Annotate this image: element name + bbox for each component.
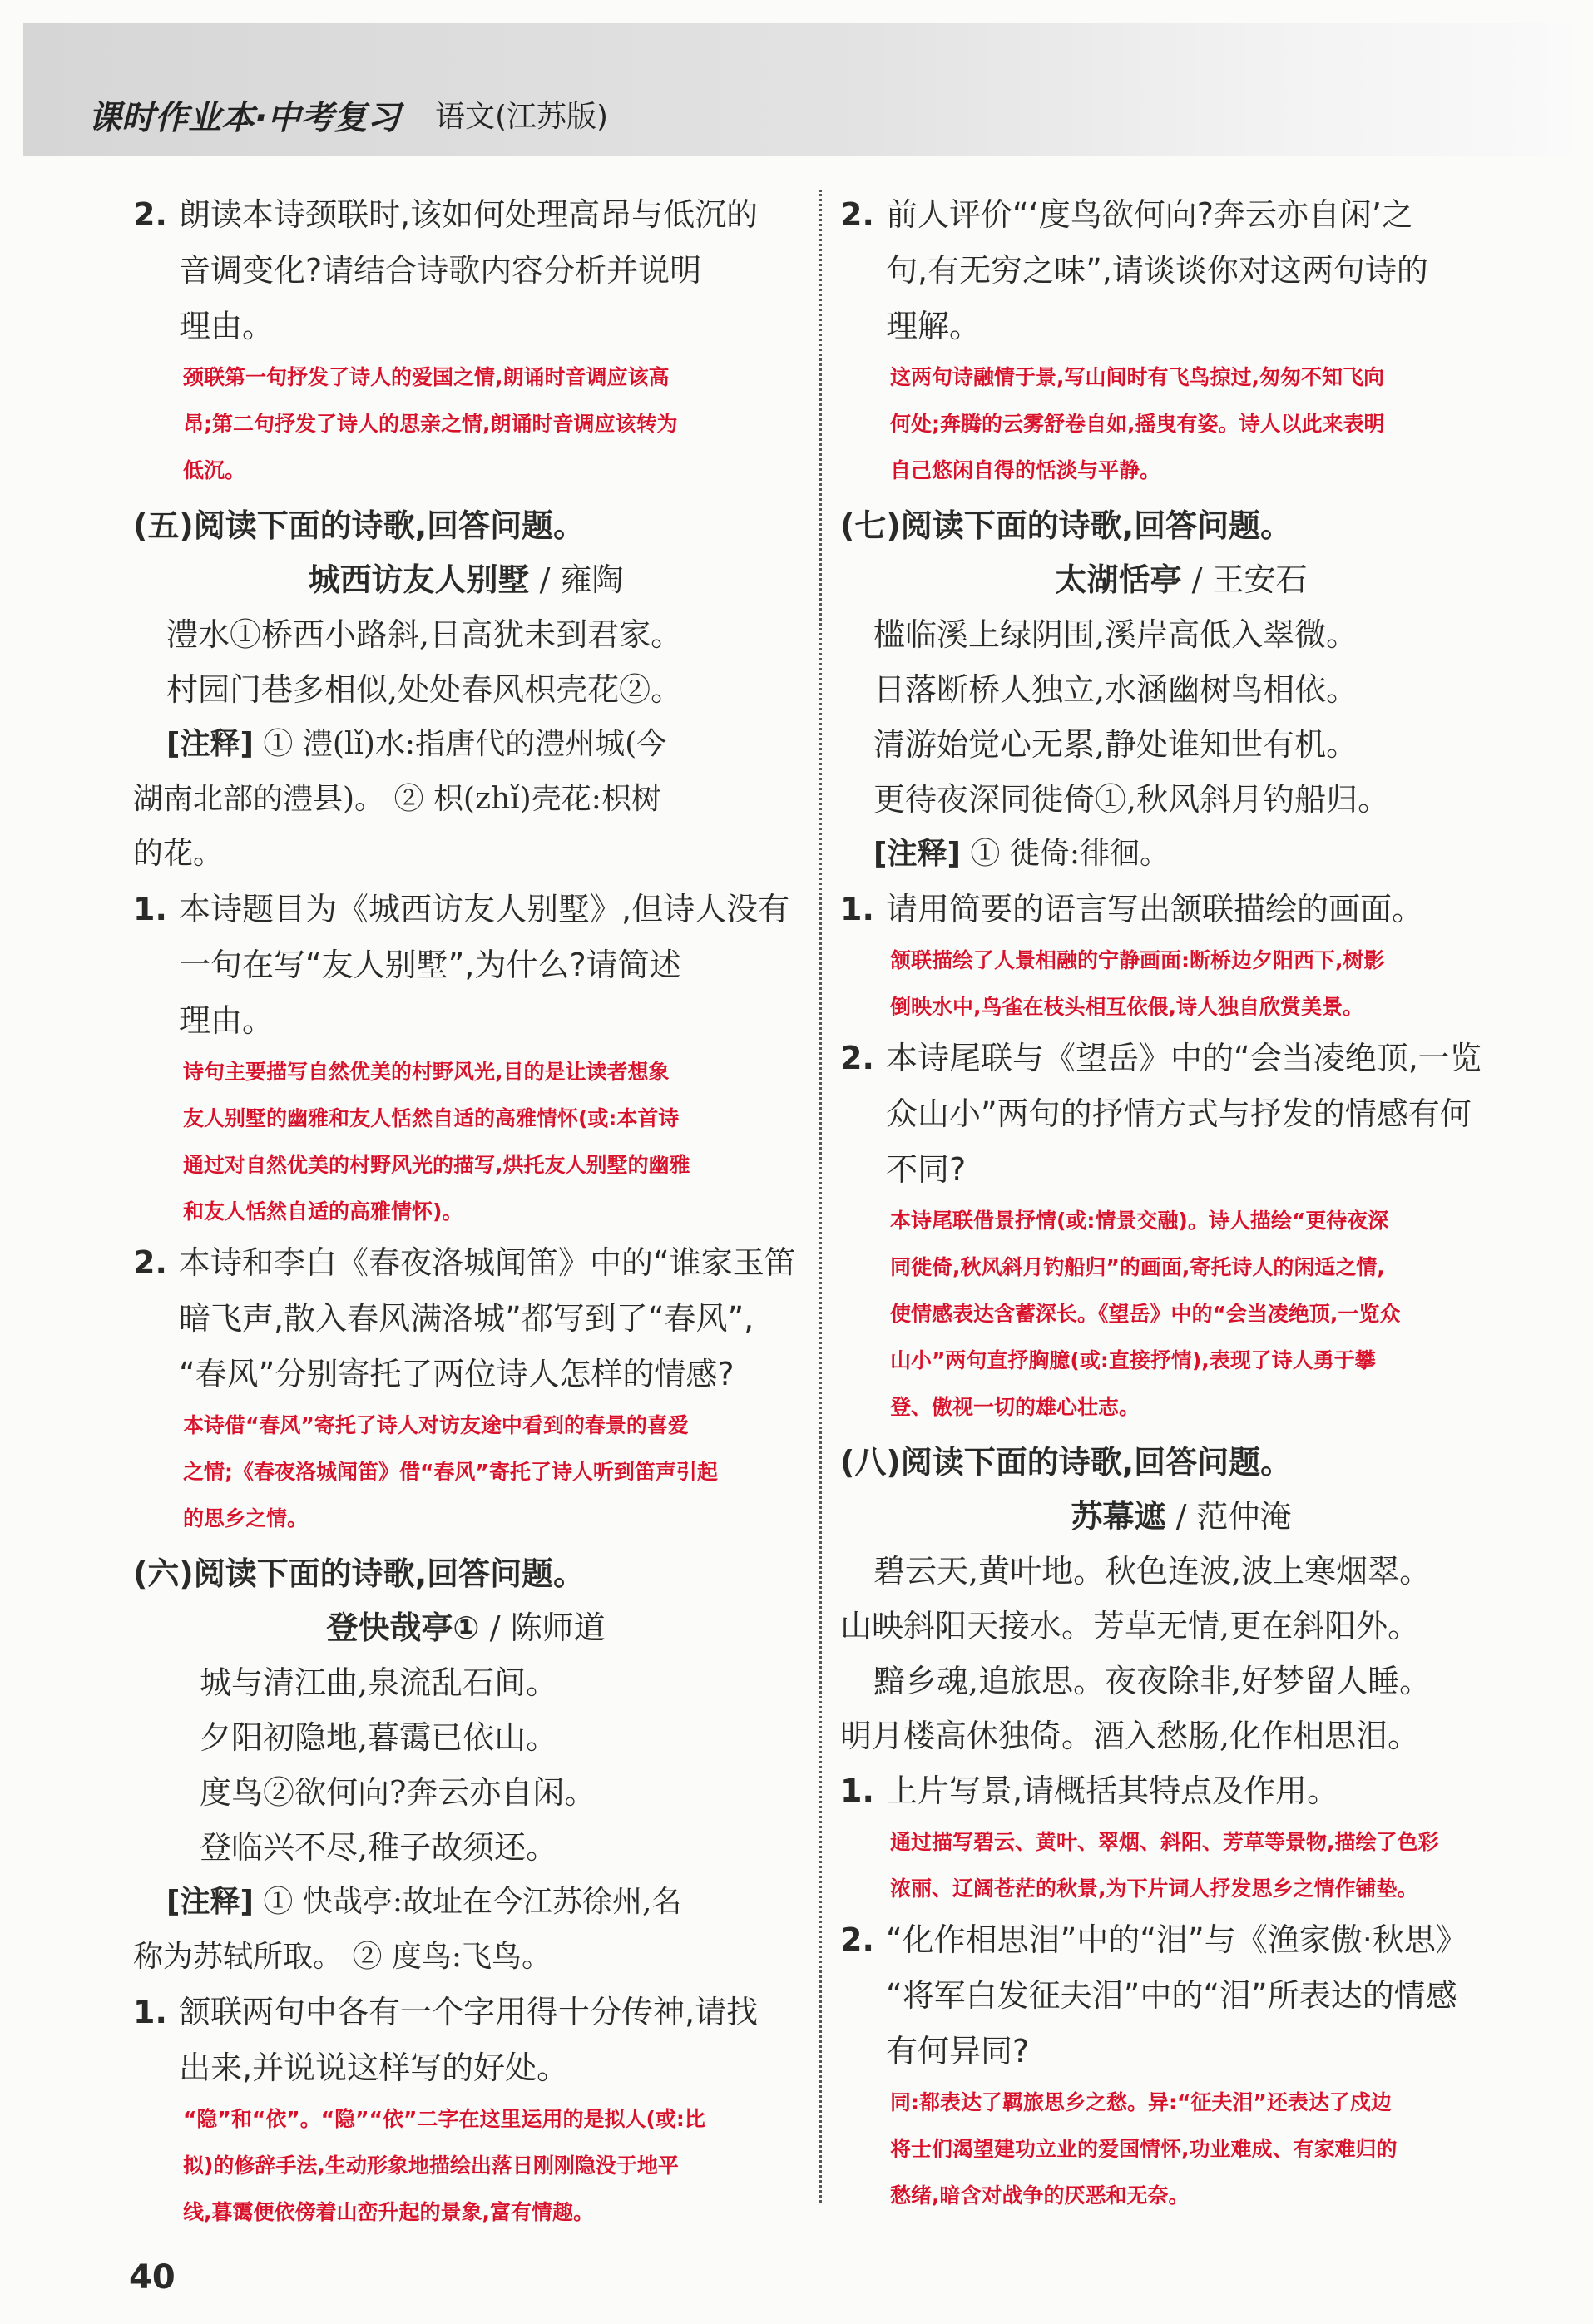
question-number: 1. <box>133 1994 167 2030</box>
question-number: 2. <box>840 1040 874 1076</box>
annotation-line: 湖南北部的澧县)。 ② 枳(zhǐ)壳花:枳树 <box>133 782 661 816</box>
question-number: 2. <box>840 1921 874 1958</box>
question-line: 句,有无穷之味”,请谈谈你对这两句诗的 <box>886 252 1428 289</box>
question <box>840 1912 1522 2079</box>
answer-line: 诗句主要描写自然优美的村野风光,目的是让读者想象 <box>183 1060 670 1087</box>
poem-line: 碧云天,黄叶地。秋色连波,波上寒烟翠。 <box>873 1553 1432 1590</box>
answer-line: 线,暮霭便依傍着山峦升起的景象,富有情趣。 <box>183 2200 594 2228</box>
question-number: 2. <box>133 196 167 233</box>
answer-line: 何处;奔腾的云雾舒卷自如,摇曳有姿。诗人以此来表明 <box>890 412 1385 439</box>
answer-line: “隐”和“依”。“隐”“依”二字在这里运用的是拟人(或:比 <box>183 2107 705 2134</box>
answer <box>183 1402 799 1542</box>
question-number: 1. <box>840 1773 874 1809</box>
question-text <box>886 1763 1522 1819</box>
poem-name: 太湖恬亭 <box>1055 561 1182 598</box>
answer <box>183 354 799 494</box>
poem-title <box>840 552 1522 607</box>
annotation <box>133 717 799 772</box>
poem-author: / 雍陶 <box>529 561 624 598</box>
poem-line: 更待夜深同徙倚①,秋风斜月钓船归。 <box>873 781 1390 818</box>
poem-line: 槛临溪上绿阴围,溪岸高低入翠微。 <box>873 616 1358 653</box>
annotation-label: [注释] <box>166 727 254 761</box>
answer <box>890 2079 1522 2219</box>
question-line: 理由。 <box>179 1002 275 1039</box>
left-column <box>133 187 799 2236</box>
question-line: 本诗尾联与《望岳》中的“会当凌绝顶,一览 <box>886 1040 1482 1076</box>
question-line: “春风”分别寄托了两位诗人怎样的情感? <box>179 1356 735 1392</box>
answer-line: 同徙倚,秋风斜月钓船归”的画面,寄托诗人的闲适之情, <box>890 1255 1385 1283</box>
question-text <box>179 1235 799 1402</box>
poem-line: 登临兴不尽,稚子故须还。 <box>200 1829 558 1866</box>
question <box>133 1235 799 1402</box>
answer-line: 通过对自然优美的村野风光的描写,烘托友人别墅的幽雅 <box>183 1153 690 1180</box>
answer-line: 颔联描绘了人景相融的宁静画面:断桥边夕阳西下,树影 <box>890 948 1385 976</box>
question-text <box>886 882 1522 937</box>
annotation <box>840 827 1522 882</box>
section-heading: (五)阅读下面的诗歌,回答问题。 <box>133 507 586 544</box>
question-line: 本诗题目为《城西访友人别墅》,但诗人没有 <box>179 891 790 927</box>
question-line: 暗飞声,散入春风满洛城”都写到了“春风”, <box>179 1300 754 1337</box>
question <box>840 187 1522 354</box>
answer-line: 愁绪,暗含对战争的厌恶和无奈。 <box>890 2183 1190 2211</box>
right-column <box>840 187 1522 2219</box>
poem-author: / 陈师道 <box>479 1609 606 1646</box>
question-number: 2. <box>840 196 874 233</box>
answer-line: 的思乡之情。 <box>183 1506 308 1534</box>
question-line: 朗读本诗颈联时,该如何处理高昂与低沉的 <box>179 196 759 233</box>
question <box>840 1763 1522 1819</box>
answer-line: 之情;《春夜洛城闻笛》借“春风”寄托了诗人听到笛声引起 <box>183 1460 718 1487</box>
question-number: 1. <box>133 891 167 927</box>
question-line: 理由。 <box>179 308 275 344</box>
question-line: 请用简要的语言写出颔联描绘的画面。 <box>886 891 1424 927</box>
annotation-line: 称为苏轼所取。 ② 度鸟:飞鸟。 <box>133 1940 552 1974</box>
annotation-label: [注释] <box>873 837 961 871</box>
section-heading: (六)阅读下面的诗歌,回答问题。 <box>133 1555 586 1592</box>
annotation <box>133 1875 799 1930</box>
poem-line: 黯乡魂,追旅思。夜夜除非,好梦留人睡。 <box>873 1663 1432 1699</box>
answer-line: 登、傲视一切的雄心壮志。 <box>890 1395 1140 1422</box>
poem-author: / 王安石 <box>1181 561 1308 598</box>
poem-line: 夕阳初隐地,暮霭已依山。 <box>200 1719 558 1756</box>
question-number: 2. <box>133 1244 167 1281</box>
question-text <box>179 882 799 1049</box>
answer <box>183 1049 799 1235</box>
answer-line: 本诗尾联借景抒情(或:情景交融)。诗人描绘“更待夜深 <box>890 1209 1388 1236</box>
answer <box>890 354 1522 494</box>
question-line: 颔联两句中各有一个字用得十分传神,请找 <box>179 1994 759 2030</box>
poem-title <box>133 552 799 607</box>
annotation-text: ① 徙倚:徘徊。 <box>970 837 1170 871</box>
question-line: 众山小”两句的抒情方式与抒发的情感有何 <box>886 1095 1472 1132</box>
answer-line: 低沉。 <box>183 458 245 486</box>
answer-line: 友人别墅的幽雅和友人恬然自适的高雅情怀(或:本首诗 <box>183 1106 679 1134</box>
poem-line: 度鸟②欲何向?奔云亦自闲。 <box>200 1774 596 1811</box>
answer-line: 本诗借“春风”寄托了诗人对访友途中看到的春景的喜爱 <box>183 1413 689 1441</box>
answer-line: 和友人恬然自适的高雅情怀)。 <box>183 1199 463 1227</box>
answer <box>183 2096 799 2236</box>
answer-line: 同:都表达了羁旅思乡之愁。异:“征夫泪”还表达了戍边 <box>890 2090 1392 2118</box>
section-heading: (七)阅读下面的诗歌,回答问题。 <box>840 507 1293 544</box>
question-text <box>886 1912 1522 2079</box>
poem-author: / 范仲淹 <box>1165 1498 1292 1535</box>
poem-line: 日落断桥人独立,水涵幽树鸟相依。 <box>873 671 1358 708</box>
answer-line: 通过描写碧云、黄叶、翠烟、斜阳、芳草等景物,描绘了色彩 <box>890 1830 1439 1857</box>
question-line: 理解。 <box>886 308 982 344</box>
poem-line: 山映斜阳天接水。芳草无情,更在斜阳外。 <box>840 1608 1420 1644</box>
question-line: 前人评价“‘度鸟欲何向?奔云亦自闲’之 <box>886 196 1414 233</box>
question-line: 音调变化?请结合诗歌内容分析并说明 <box>179 252 702 289</box>
poem-line: 澧水①桥西小路斜,日高犹未到君家。 <box>166 616 683 653</box>
answer-line: 颈联第一句抒发了诗人的爱国之情,朗诵时音调应该高 <box>183 365 670 393</box>
question-line: 不同? <box>886 1151 967 1188</box>
answer-line: 将士们渴望建功立业的爱国情怀,功业难成、有家难归的 <box>890 2137 1398 2164</box>
poem-line: 清游始觉心无累,静处谁知世有机。 <box>873 726 1358 763</box>
poem-line: 村园门巷多相似,处处春风枳壳花②。 <box>166 671 683 708</box>
annotation-line: 的花。 <box>133 837 224 871</box>
answer-line: 这两句诗融情于景,写山间时有飞鸟掠过,匆匆不知飞向 <box>890 365 1384 393</box>
answer-line: 自己悠闲自得的恬淡与平静。 <box>890 458 1160 486</box>
poem-name: 登快哉亭① <box>326 1609 480 1646</box>
answer-line: 倒映水中,鸟雀在枝头相互依偎,诗人独自欣赏美景。 <box>890 995 1363 1022</box>
answer <box>890 1198 1522 1431</box>
answer <box>890 937 1522 1031</box>
answer <box>890 1819 1522 1912</box>
question <box>133 1985 799 2096</box>
annotation-text: ① 快哉亭:故址在今江苏徐州,名 <box>263 1885 682 1919</box>
poem-line: 城与清江曲,泉流乱石间。 <box>200 1664 558 1701</box>
question <box>840 1031 1522 1198</box>
header-title: 课时作业本·中考复习 <box>88 99 401 137</box>
poem-title <box>840 1489 1522 1544</box>
question-line: 有何异同? <box>886 2033 1030 2069</box>
question-text <box>179 1985 799 2096</box>
poem-name: 苏幕遮 <box>1071 1498 1166 1535</box>
question-line: 出来,并说说这样写的好处。 <box>179 2050 569 2086</box>
poem-line: 明月楼高休独倚。酒入愁肠,化作相思泪。 <box>840 1718 1420 1754</box>
question-line: “将军白发征夫泪”中的“泪”所表达的情感 <box>886 1977 1457 2014</box>
header-subject: 语文(江苏版) <box>435 100 609 134</box>
question <box>133 882 799 1049</box>
answer-line: 浓丽、辽阔苍茫的秋景,为下片词人抒发思乡之情作铺垫。 <box>890 1877 1418 1904</box>
poem-title <box>133 1600 799 1655</box>
question-text <box>886 1031 1522 1198</box>
answer-line: 昂;第二句抒发了诗人的思亲之情,朗诵时音调应该转为 <box>183 412 678 439</box>
question-line: “化作相思泪”中的“泪”与《渔家傲·秋思》 <box>886 1921 1467 1958</box>
question-text <box>179 187 799 354</box>
answer-line: 使情感表达含蓄深长。《望岳》中的“会当凌绝顶,一览众 <box>890 1302 1400 1329</box>
poem-name: 城西访友人别墅 <box>308 561 530 598</box>
answer-line: 山小”两句直抒胸臆(或:直接抒情),表现了诗人勇于攀 <box>890 1348 1376 1376</box>
answer-line: 拟)的修辞手法,生动形象地描绘出落日刚刚隐没于地平 <box>183 2153 679 2181</box>
question-line: 上片写景,请概括其特点及作用。 <box>886 1773 1339 1809</box>
column-divider <box>819 190 822 2203</box>
page-number: 40 <box>129 2258 176 2297</box>
annotation-label: [注释] <box>166 1885 254 1919</box>
question-number: 1. <box>840 891 874 927</box>
question-line: 一句在写“友人别墅”,为什么?请简述 <box>179 947 681 983</box>
section-heading: (八)阅读下面的诗歌,回答问题。 <box>840 1444 1293 1481</box>
question <box>840 882 1522 937</box>
annotation-text: ① 澧(lǐ)水:指唐代的澧州城(今 <box>263 727 667 761</box>
question <box>133 187 799 354</box>
question-text <box>886 187 1522 354</box>
question-line: 本诗和李白《春夜洛城闻笛》中的“谁家玉笛 <box>179 1244 796 1281</box>
